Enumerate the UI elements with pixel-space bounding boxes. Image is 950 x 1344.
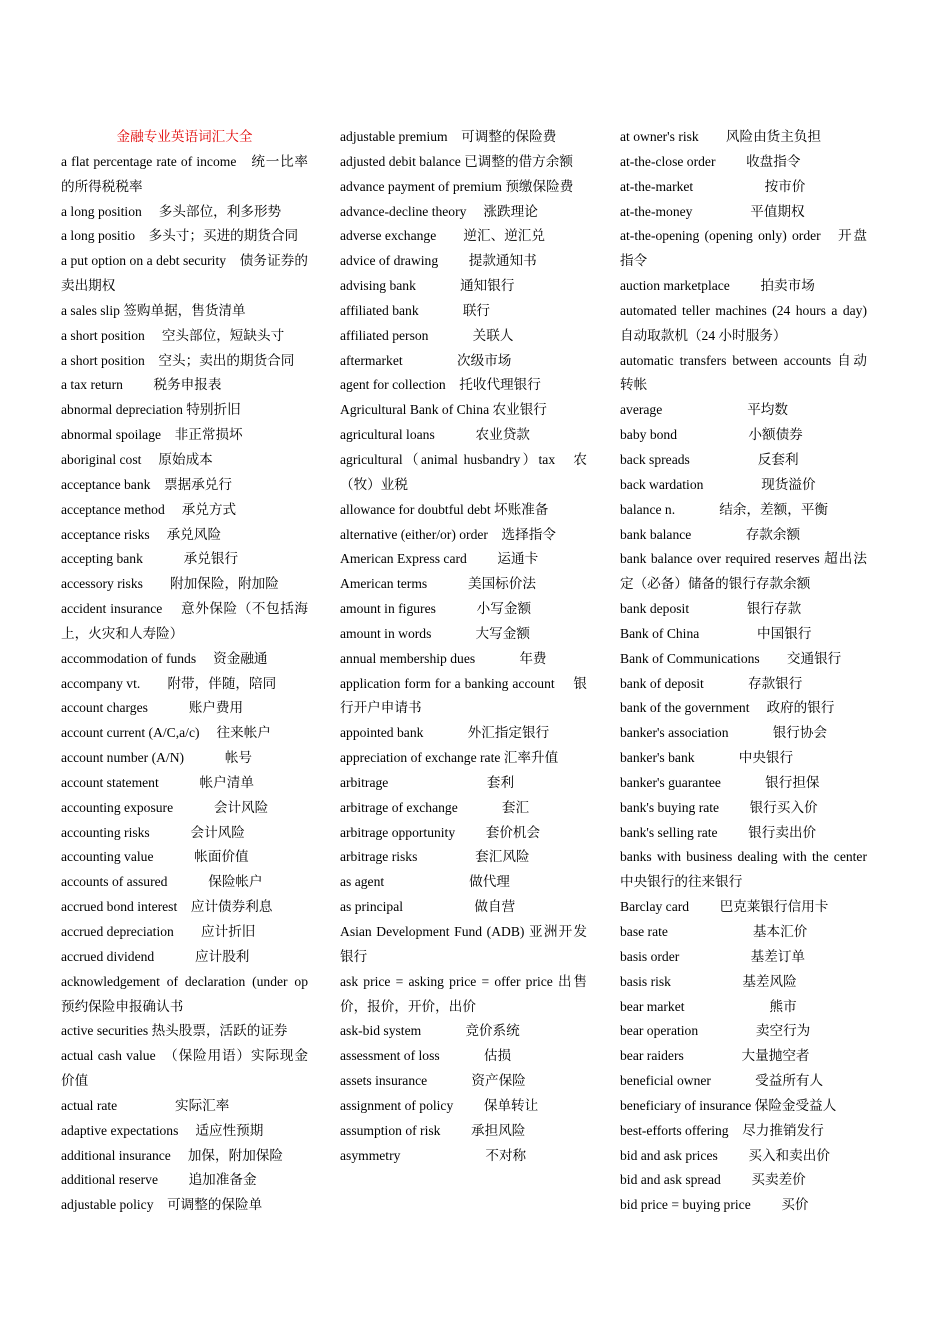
glossary-entry: accessory risks 附加保险，附加险: [61, 576, 279, 592]
glossary-entry: actual rate 实际汇率: [61, 1097, 230, 1113]
glossary-entry: banker's association 银行协会: [620, 725, 828, 741]
glossary-entry: best-efforts offering 尽力推销发行: [620, 1122, 824, 1138]
glossary-entry: acceptance bank 票据承兑行: [61, 476, 232, 492]
glossary-entry: appreciation of exchange rate 汇率升值: [340, 750, 559, 766]
glossary-entry: account current (A/C,a/c) 往来帐户: [61, 725, 271, 741]
glossary-entry: accounts of assured 保险帐户: [61, 874, 263, 890]
glossary-entry: Bank of China 中国银行: [620, 625, 812, 641]
glossary-entry: base rate 基本汇价: [620, 924, 808, 939]
glossary-entry: accounting risks 会计风险: [61, 824, 245, 840]
glossary-entry: auction marketplace 拍卖市场: [620, 278, 815, 294]
glossary-entry: beneficial owner 受益所有人: [620, 1073, 824, 1089]
glossary-entry: advance payment of premium 预缴保险费: [340, 178, 574, 194]
glossary-entry: accommodation of funds 资金融通: [61, 650, 268, 666]
column-1: [61, 125, 312, 1218]
glossary-entry: Agricultural Bank of China 农业银行: [340, 402, 547, 418]
glossary-entry: alternative (either/or) order 选择指令: [340, 526, 556, 542]
glossary-entry: bear market 熊市: [620, 998, 797, 1014]
glossary-entry: back spreads 反套利: [620, 451, 799, 467]
glossary-entry: aboriginal cost 原始成本: [61, 451, 213, 467]
glossary-entry: actual cash value （保险用语）实际现金价值: [61, 1048, 308, 1089]
glossary-entry: arbitrage opportunity 套价机会: [340, 824, 541, 840]
glossary-entry: bank balance over required reserves 超出法定（必备）储备的银行存款余额: [620, 551, 867, 592]
glossary-entry: accrued bond interest 应计债券利息: [61, 899, 273, 915]
glossary-entry: advance-decline theory 涨跌理论: [340, 203, 538, 219]
glossary-entry: acceptance risks 承兑风险: [61, 526, 222, 542]
glossary-entry: agricultural（animal husbandry）tax 农（牧）业税: [340, 451, 587, 492]
glossary-entry: at-the-close order 收盘指令: [620, 153, 801, 169]
glossary-entry: a tax return 税务申报表: [61, 377, 222, 393]
glossary-entry: at-the-market 按市价: [620, 178, 806, 194]
glossary-entry: abnormal depreciation 特别折旧: [61, 402, 241, 418]
glossary-entry: bear operation 卖空行为: [620, 1023, 811, 1039]
glossary-entry: a long position 多头部位，利多形势: [61, 203, 282, 219]
glossary-entry: accounting value 帐面价值: [61, 849, 249, 865]
column-3: [620, 125, 871, 1218]
glossary-entry: asymmetry 不对称: [340, 1147, 527, 1163]
glossary-entry: at owner's risk 风险由货主负担: [620, 129, 822, 144]
glossary-entry: additional reserve 追加准备金: [61, 1172, 257, 1188]
glossary-entry: automatic transfers between accounts 自动转帐: [620, 352, 867, 393]
glossary-entry: adaptive expectations 适应性预期: [61, 1122, 264, 1138]
glossary-entry: accounting exposure 会计风险: [61, 799, 269, 815]
glossary-entry: a sales slip 签购单据，售货清单: [61, 302, 246, 318]
glossary-entry: bank of the government 政府的银行: [620, 700, 835, 716]
glossary-entry: a flat percentage rate of income 统一比率的所得税税率: [61, 153, 308, 194]
glossary-entry: basis order 基差订单: [620, 948, 806, 964]
glossary-entry: Asian Development Fund (ADB) 亚洲开发银行: [340, 924, 587, 964]
glossary-entry: aftermarket 次级市场: [340, 352, 512, 368]
glossary-entry: as principal 做自营: [340, 899, 516, 915]
glossary-entry: accident insurance 意外保险（不包括海上，火灾和人寿险）: [61, 601, 308, 641]
glossary-entry: ask price = asking price = offer price 出售价，报价，开价，出价: [340, 973, 587, 1014]
glossary-entry: assets insurance 资产保险: [340, 1073, 526, 1089]
glossary-entry: abnormal spoilage 非正常损坏: [61, 427, 243, 443]
document-title: 金融专业英语词汇大全: [116, 129, 253, 144]
glossary-entry: active securities 热头股票，活跃的证券: [61, 1023, 288, 1039]
glossary-entry: bank's selling rate 银行卖出价: [620, 824, 817, 840]
glossary-entry: adjustable policy 可调整的保险单: [61, 1197, 263, 1213]
glossary-entry: affiliated person 关联人: [340, 327, 514, 343]
glossary-entry: Barclay card 巴克莱银行信用卡: [620, 899, 829, 915]
glossary-entry: balance n. 结余，差额，平衡: [620, 501, 829, 517]
glossary-entry: basis risk 基差风险: [620, 973, 797, 989]
glossary-entry: automated teller machines (24 hours a day) 自动取款机（24 小时服务）: [620, 302, 871, 343]
glossary-entry: application form for a banking account 银行开户申请书: [340, 675, 587, 716]
glossary-entry: a put option on a debt security 债务证券的卖出期权: [61, 253, 308, 294]
glossary-entry: arbitrage of exchange 套汇: [340, 799, 530, 815]
glossary-entry: adjustable premium 可调整的保险费: [340, 129, 557, 144]
glossary-entry: amount in figures 小写金额: [340, 601, 532, 617]
glossary-entry: advising bank 通知银行: [340, 278, 515, 294]
glossary-entry: as agent 做代理: [340, 874, 510, 890]
glossary-entry: a long positio 多头寸；买进的期货合同: [61, 228, 299, 244]
glossary-entry: bank of deposit 存款银行: [620, 675, 803, 691]
glossary-entry: bank balance 存款余额: [620, 526, 801, 542]
glossary-entry: acknowledgement of declaration (under op 预约保险申报确认书: [61, 973, 312, 1014]
glossary-entry: agent for collection 托收代理银行: [340, 377, 541, 393]
glossary-entry: accepting bank 承兑银行: [61, 551, 239, 567]
glossary-entry: bid and ask spread 买卖差价: [620, 1172, 806, 1188]
glossary-entry: beneficiary of insurance 保险金受益人: [620, 1097, 837, 1113]
glossary-entry: appointed bank 外汇指定银行: [340, 725, 550, 741]
glossary-entry: banks with business dealing with the center 中央银行的往来银行: [620, 849, 871, 890]
glossary-entry: Bank of Communications 交通银行: [620, 650, 842, 666]
glossary-entry: annual membership dues 年费: [340, 650, 547, 666]
glossary-entry: a short position 空头部位，短缺头寸: [61, 327, 285, 343]
glossary-entry: account charges 账户费用: [61, 700, 244, 716]
glossary-entry: bid price = buying price 买价: [620, 1197, 809, 1213]
glossary-entry: arbitrage risks 套汇风险: [340, 849, 530, 865]
glossary-entry: allowance for doubtful debt 坏账准备: [340, 501, 549, 517]
glossary-entry: acceptance method 承兑方式: [61, 501, 237, 517]
glossary-entry: accrued depreciation 应计折旧: [61, 924, 256, 939]
glossary-entry: agricultural loans 农业贷款: [340, 427, 530, 443]
glossary-entry: American terms 美国标价法: [340, 576, 536, 592]
glossary-entry: American Express card 运通卡: [340, 551, 539, 567]
glossary-entry: bank's buying rate 银行买入价: [620, 799, 818, 815]
glossary-entry: advice of drawing 提款通知书: [340, 253, 537, 269]
glossary-entry: assessment of loss 估损: [340, 1048, 512, 1064]
glossary-entry: assignment of policy 保单转让: [340, 1097, 539, 1113]
glossary-entry: additional insurance 加保，附加保险: [61, 1147, 283, 1163]
glossary-entry: adverse exchange 逆汇、逆汇兑: [340, 228, 545, 244]
glossary-entry: banker's guarantee 银行担保: [620, 774, 820, 790]
glossary-entry: at-the-opening (opening only) order 开盘指令: [620, 228, 867, 269]
glossary-entry: bid and ask prices 买入和卖出价: [620, 1147, 830, 1163]
glossary-entry: bank deposit 银行存款: [620, 601, 802, 617]
glossary-entry: accrued dividend 应计股利: [61, 948, 250, 964]
glossary-entry: adjusted debit balance 已调整的借方余额: [340, 153, 573, 169]
glossary-entry: bear raiders 大量抛空者: [620, 1048, 810, 1064]
glossary-entry: amount in words 大写金额: [340, 625, 530, 641]
glossary-entry: a short position 空头；卖出的期货合同: [61, 352, 295, 368]
glossary-entry: back wardation 现货溢价: [620, 476, 816, 492]
glossary-entry: affiliated bank 联行: [340, 302, 491, 318]
glossary-entry: account number (A/N) 帐号: [61, 750, 253, 766]
glossary-entry: banker's bank 中央银行: [620, 750, 794, 766]
glossary-entry: at-the-money 平值期权: [620, 203, 805, 219]
glossary-entry: assumption of risk 承担风险: [340, 1122, 526, 1138]
glossary-entry: arbitrage 套利: [340, 774, 515, 790]
glossary-entry: average 平均数: [620, 402, 788, 418]
glossary-entry: accompany vt. 附带，伴随，陪同: [61, 675, 277, 691]
glossary-entry: account statement 帐户清单: [61, 774, 254, 790]
glossary-entry: baby bond 小额债券: [620, 427, 803, 443]
column-2: [340, 125, 587, 1168]
glossary-entry: ask-bid system 竞价系统: [340, 1023, 520, 1039]
